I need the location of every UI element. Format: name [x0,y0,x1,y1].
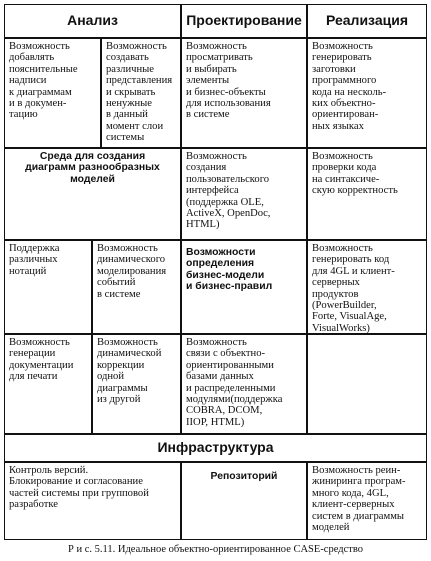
infrastructure-title: Инфраструктура [4,434,427,462]
header-analysis: Анализ [4,4,181,38]
cell-repository: Репозиторий [181,462,307,540]
cell-business-rules: Возможности определения бизнес-модели и бизнес-правил [181,240,307,334]
cell-code-generation: Возможность генерировать заготовки программного кода на несколь- ких объектно- ориентирован- ных языках [307,38,427,148]
cell-diagram-environment: Среда для создания диаграмм разнообразных моделей [4,148,181,240]
header-implementation: Реализация [307,4,427,38]
cell-empty [307,334,427,434]
cell-browse-elements: Возможность просматривать и выбирать элементы и бизнес-объекты для использования в системе [181,38,307,148]
cell-print-docs: Возможность генерации документации для печати [4,334,92,434]
cell-4gl-generation: Возможность генерировать код для 4GL и клиент- серверных продуктов (PowerBuilder, Forte, VisualAge, VisualWorks) [307,240,427,334]
cell-dynamic-modeling: Возможность динамического моделирования событий в системе [92,240,181,334]
header-design: Проектирование [181,4,307,38]
cell-views-layers: Возможность создавать различные представления и скрывать ненужные в данный момент слои системы [101,38,181,148]
cell-db-connectivity: Возможность связи с объектно- ориентированными базами данных и распределенными модулями(поддержка COBRA, DCOM, IIOP, HTML) [181,334,307,434]
cell-notations: Поддержка различных нотаций [4,240,92,334]
cell-annotations: Возможность добавлять пояснительные надписи к диаграммам и в докумен- тацию [4,38,101,148]
cell-reengineering: Возможность реин- жиниринга програм- много кода, 4GL, клиент-серверных систем в диаграммы моделей [307,462,427,540]
cell-ui-creation: Возможность создания пользовательского интерфейса (поддержка OLE, ActiveX, OpenDoc, HTML) [181,148,307,240]
cell-syntax-check: Возможность проверки кода на синтаксиче- скую корректность [307,148,427,240]
figure-caption: Р и с. 5.11. Идеальное объектно-ориентированное CASE-средство [68,544,363,555]
cell-version-control: Контроль версий. Блокирование и согласование частей системы при групповой разработке [4,462,181,540]
cell-dynamic-correction: Возможность динамической коррекции одной диаграммы из другой [92,334,181,434]
